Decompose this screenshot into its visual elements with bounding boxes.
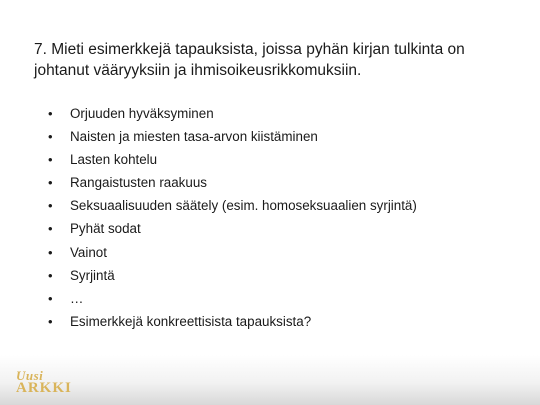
bullet-icon: • xyxy=(48,175,53,191)
list-item-text: Vainot xyxy=(70,244,107,260)
list-item xyxy=(48,171,417,194)
list-item xyxy=(48,194,417,217)
list-item-text: Seksuaalisuuden säätely (esim. homoseksuaalien syrjintä) xyxy=(70,198,417,214)
bullet-icon: • xyxy=(48,129,53,145)
list-item xyxy=(48,217,417,240)
list-item xyxy=(48,102,417,125)
logo-line-2: ARKKI xyxy=(16,380,72,396)
list-item xyxy=(48,264,417,287)
list-item-text: Orjuuden hyväksyminen xyxy=(70,106,214,121)
list-item xyxy=(48,287,417,310)
bullet-icon: • xyxy=(48,152,53,168)
list-item-text: Lasten kohtelu xyxy=(70,152,158,168)
bullet-icon: • xyxy=(48,106,53,121)
list-item-text: Naisten ja miesten tasa-arvon kiistäminen xyxy=(70,129,318,145)
bullet-icon: • xyxy=(48,290,53,306)
list-item xyxy=(48,241,417,264)
bullet-icon: • xyxy=(48,221,53,237)
logo-line-1: Uusi xyxy=(16,368,44,383)
list-item-text: Esimerkkejä konkreettisista tapauksista? xyxy=(70,313,312,329)
publisher-logo xyxy=(16,368,86,398)
bullet-icon: • xyxy=(48,313,53,329)
list-item-text: Rangaistusten raakuus xyxy=(70,175,207,191)
bullet-icon: • xyxy=(48,198,53,214)
bullet-icon: • xyxy=(48,267,53,283)
slide-title: 7. Mieti esimerkkejä tapauksista, joissa pyhän kirjan tulkinta on johtanut vääryyksiin ja ihmisoikeusrikkomuksiin. xyxy=(34,41,465,79)
list-item xyxy=(48,310,417,333)
list-item-text: Pyhät sodat xyxy=(70,221,141,237)
list-item xyxy=(48,125,417,148)
bullet-list xyxy=(48,102,417,333)
list-item-text: Syrjintä xyxy=(70,267,115,283)
list-item-text: … xyxy=(70,290,84,306)
list-item xyxy=(48,148,417,171)
bullet-icon: • xyxy=(48,244,53,260)
